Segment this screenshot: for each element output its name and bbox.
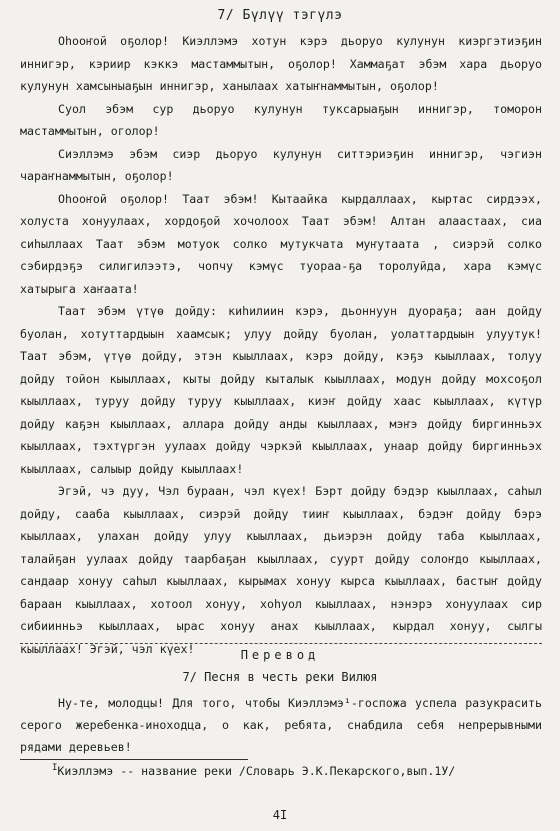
footnote-mark: I [52, 763, 58, 773]
section-divider [20, 643, 542, 644]
yakut-text-body [20, 30, 542, 660]
paragraph: Таат эбэм үтүө дойду: киһилиин кэрэ, дьоннуун дуораҕа; аан дойду буолан, хотуттардыын хаамсык; улуу дойду буолан, уолаттардыын улуутук! Таат эбэм, үтүө дойду, этэн кыыллаах, кэрэ дойду, кэҕэ кыыллаах, толуу дойду тойон кыыллаах, кыты дойду кыталык кыыллаах, модун дойду мохсоҕол кыыллаах, туруу дойду туруу кыыллаах, киэҥ дойду хаас кыыллаах, күтүр дойду каҕэн кыыллаах, аллара дойду анды кыыллаах, мэҥэ дойду биргинньэх кыыллаах, тэхтүргэн уулаах дойду чэркэй кыыллаах, унаар дойду биргинньэх кыыллаах, салыыр дойду кыыллаах! [20, 304, 542, 476]
paragraph: Суол эбэм сур дьоруо кулунун туксарыаҕын иннигэр, томорон мастаммытын, оголор! [20, 101, 542, 138]
paragraph: Эгэй, чэ дуу, Чэл бураан, чэл күех! Бэрт дойду бэдэр кыыллаах, саһыл дойду, сааба кыыллаах, сиэрэй дойду тииҥ кыыллаах, бэдэҥ дойду бэрэ кыыллаах, улахан дойду улуу кыыллаах, дьиэрэн дойду таба кыыллаах, талайҕан уулаах дойду таарбаҕан кыыллаах, суурт дойду солоҥдо кыыллаах, сандаар хонуу саһыл кыыллаах, кырымах хонуу кырса кыыллаах, бастыҥ дойду бараан кыыллаах, хотоол хонуу, хоһуол кыыллаах, нэнэрэ хонуулаах сир сибиинньэ кыыллаах, ырас хонуу анах кыыллаах, кырдал хонуу, сылгы кыыллаах! Эгэй, чэл күех! [20, 484, 542, 656]
translation-heading: Перевод [240, 648, 320, 662]
page-title: 7/ Бүлүү тэгүлэ [217, 8, 343, 23]
page-number: 4I [272, 808, 288, 822]
paragraph: Сиэллэмэ эбэм сиэр дьоруо кулунун ситтэриэҕин иннигэр, чэгиэн чараҥнаммытын, оҕолор! [20, 146, 542, 183]
translation-paragraph: Ну-те, молодцы! Для того, чтобы Киэллэмэ¹-госпожа успела разукрасить серого жеребенка-иноходца, о как, ребята, снабдила себя непрерывными рядами деревьев! [20, 696, 542, 754]
footnote-divider [20, 759, 248, 760]
paragraph: Оһооҥой оҕолор! Киэллэмэ хотун кэрэ дьоруо кулунун киэргэтиэҕин иннигэр, кэрииp кэккэ мастаммытын, оҕолор! Хаммаҕат эбэм хара дьоруо кулунун хамсыныаҕын иннигэр, ханылаах хатыҥнаммытын, оҕолор! [20, 34, 542, 93]
translation-body [20, 692, 542, 758]
footnote [52, 763, 455, 778]
footnote-text: Киэллэмэ -- название реки /Словарь Э.К.Пекарского,вып.1У/ [57, 763, 456, 778]
translation-subtitle: 7/ Песня в честь реки Вилюя [182, 670, 378, 684]
paragraph: Оһооҥой оҕолор! Таат эбэм! Кытаайка кырдаллаах, кыртас сирдээх, холуста хонуулаах, хордоҕой хочолоох Таат эбэм! Алтан алаастаах, сиа сиһыллаах Таат эбэм мотуок солко мутукчата муҥутаата , сиэрэй солко сэбирдэҕэ силигилээтэ, чопчу кэмүс туораа-ҕа торолуйда, хара кэмүс хатырыга хаҥаата! [20, 191, 542, 296]
